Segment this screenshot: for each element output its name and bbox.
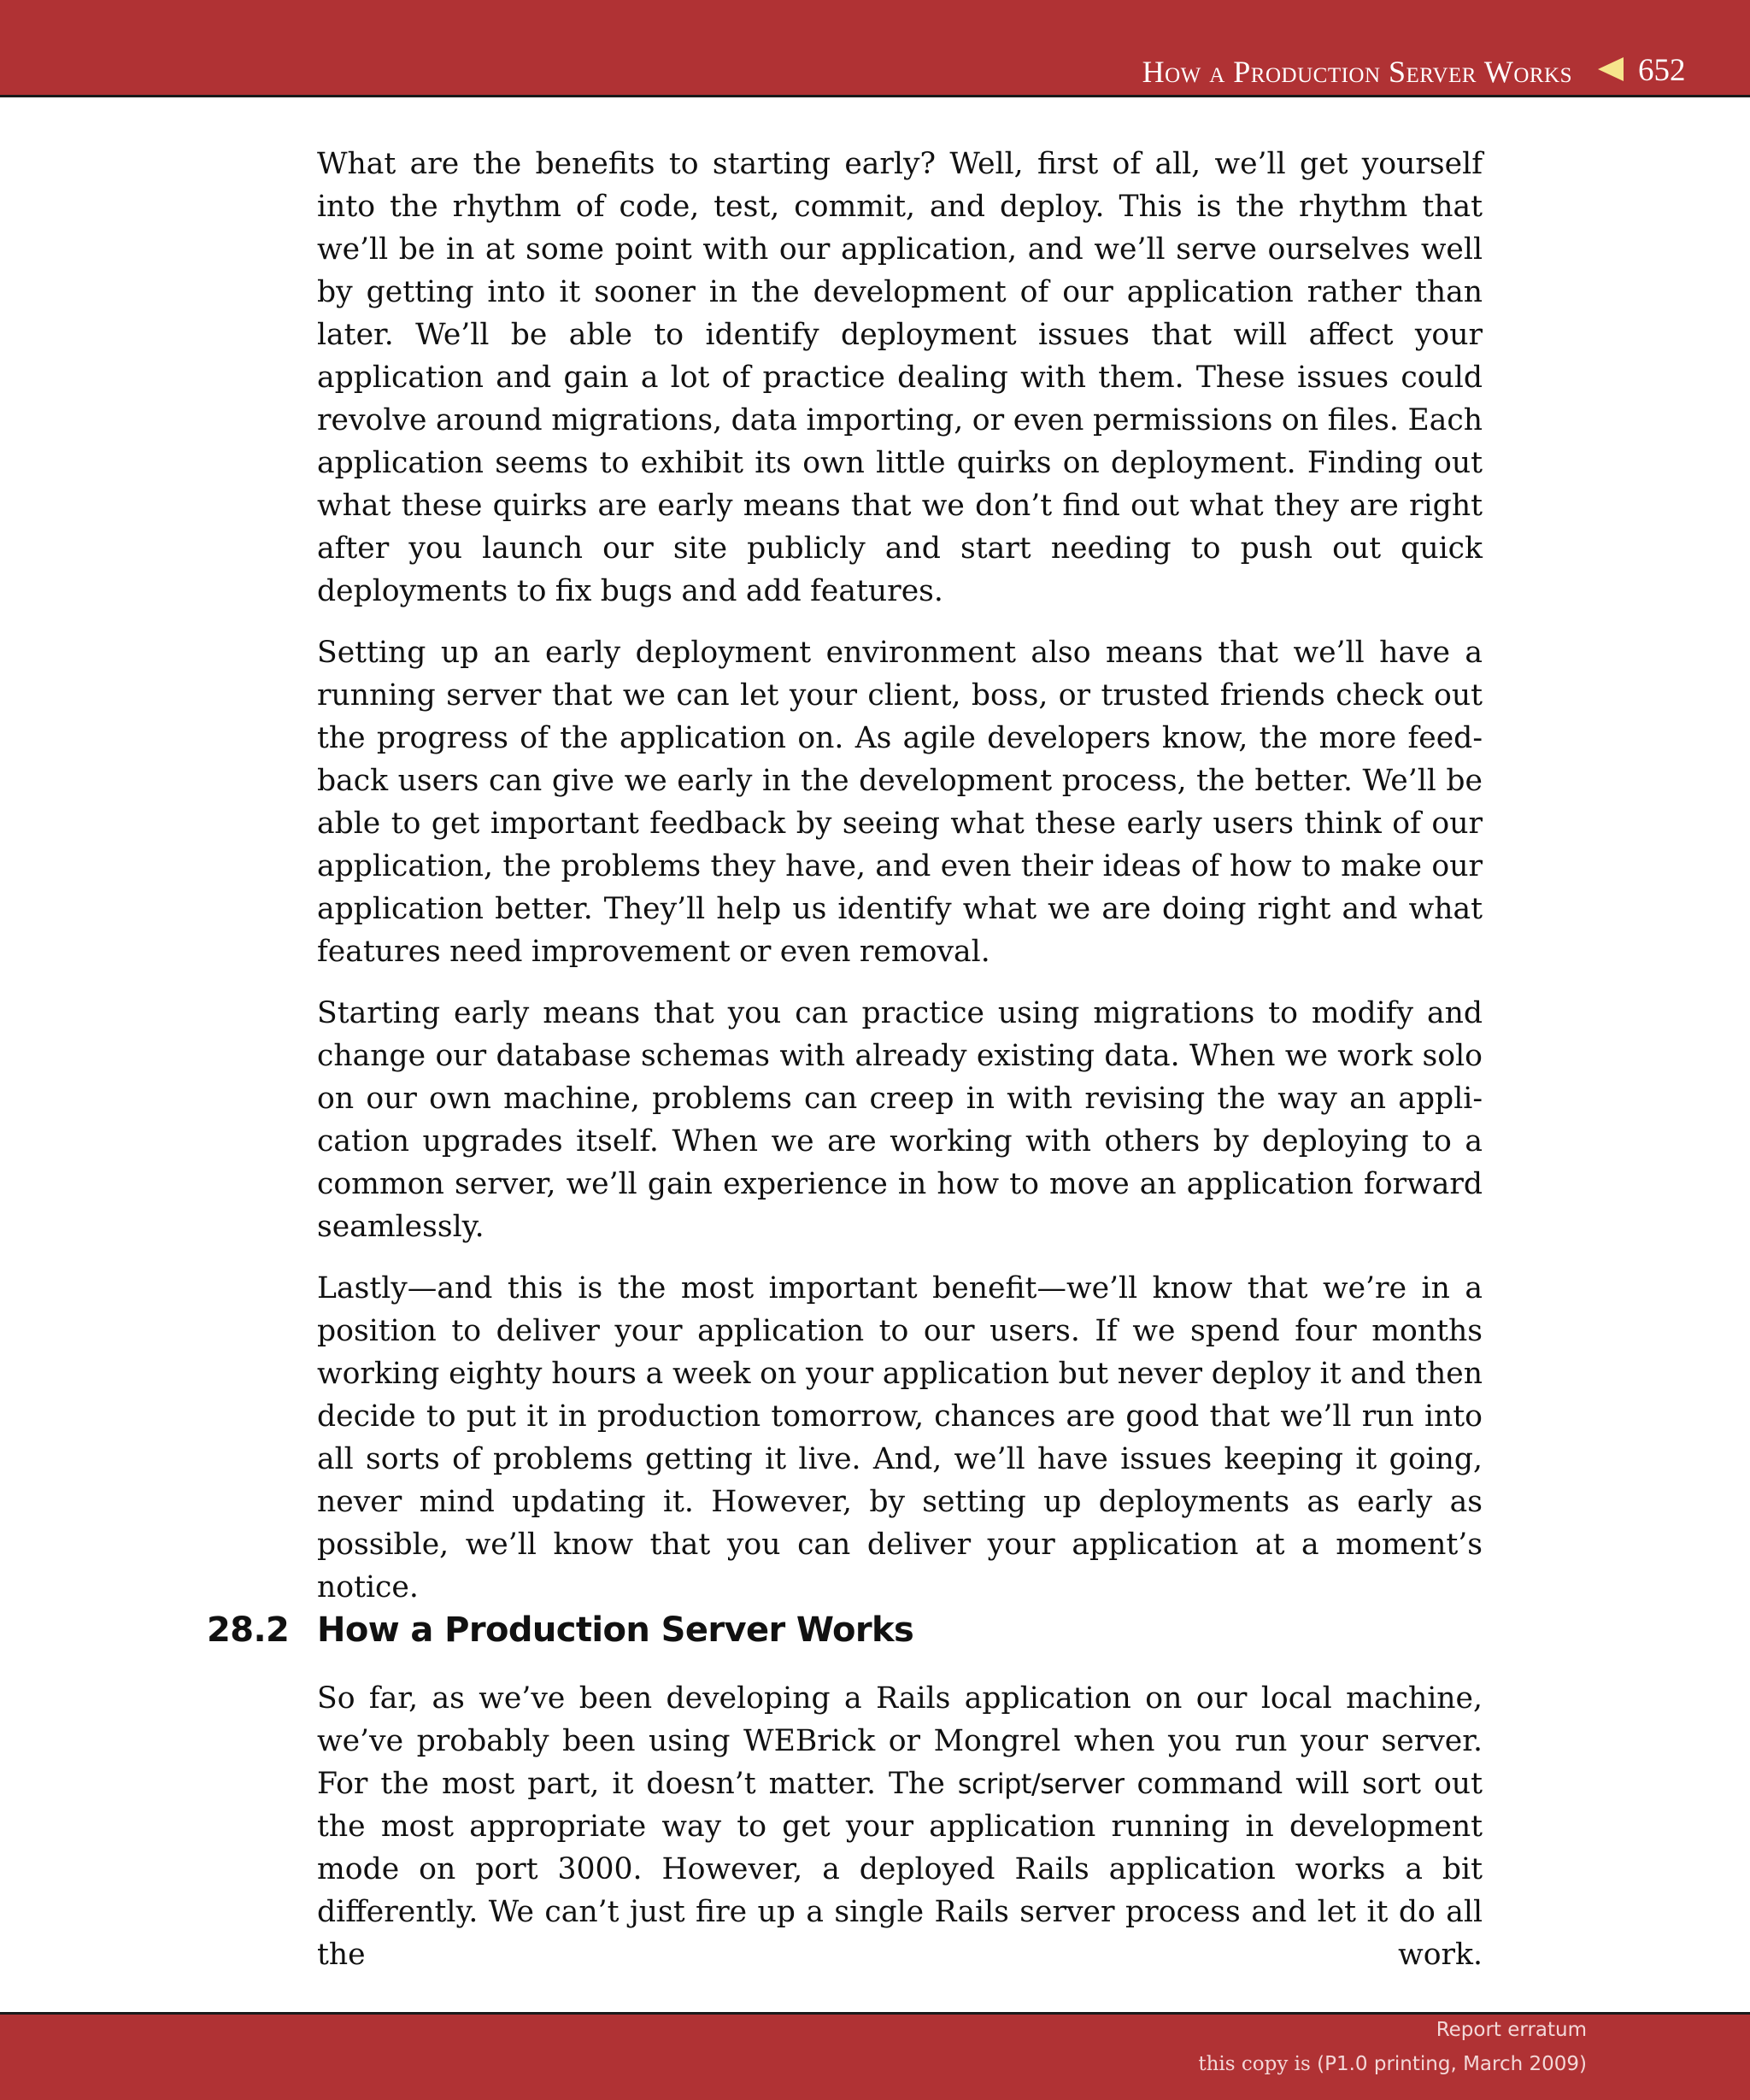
paragraph-1: What are the benefits to starting early? Well, first of all, we’ll get yourself into the rhythm of code, test, commit, and deploy. This is the rhythm that we’ll be in at some point with our application, and we’ll serve ourselves well by getting into it sooner in the development of our application rather than later. We’ll be able to identify deployment issues that will affect your application and gain a lot of practice dealing with them. These issues could revolve around migrations, data importing, or even permissions on files. Each application seems to exhibit its own little quirks on deployment. Finding out what these quirks are early means that we don’t find out what they are right after you launch our site publicly and start needing to push out quick deployments to fix bugs and add features.	[317, 147, 1483, 608]
printing-note-detail: (P1.0 printing, March 2009)	[1317, 2053, 1587, 2075]
paragraph-4: Lastly—and this is the most important benefit—we’ll know that we’re in a position to deliver your application to our users. If we spend four months working eighty hours a week on your application but never deploy it and then decide to put it in production tomorrow, chances are good that we’ll run into all sorts of problems getting it live. And, we’ll have issues keeping it going, never mind updating it. However, by setting up deployments as early as possible, we’ll know that you can deliver your application at a moment’s notice.	[317, 1271, 1483, 1604]
paragraph-5-before-code: So far, as we’ve been developing a Rails application on our local machine, we’ve probably been using WEBrick or Mongrel when you run your server. For the most part, it doesn’t matter. The	[317, 1681, 1483, 1801]
paragraph-5	[317, 1677, 1483, 1976]
running-header-title: How a Production Server Works	[1142, 55, 1572, 89]
printing-note-prefix: this copy is	[1198, 2053, 1311, 2075]
section-title: How a Production Server Works	[317, 1610, 914, 1650]
page-number: 652	[1638, 53, 1686, 88]
section-heading	[207, 1610, 913, 1650]
paragraph-5-after-code: command will sort out the most appropriate way to get your application running in development mode on port 3000. However, a deployed Rails application works a bit differently. We can’t just fire up a single Rails server process and let it do all the work.	[317, 1767, 1483, 1972]
report-erratum-link[interactable]: Report erratum	[1436, 2019, 1587, 2041]
section-number: 28.2	[207, 1610, 290, 1650]
printing-note	[1198, 2053, 1587, 2075]
paragraph-2: Setting up an early deployment environment also means that we’ll have a running server that we can let your client, boss, or trusted friends check out the progress of the application on. As agile developers know, the more feedback users can give we early in the development process, the better. We’ll be able to get important feedback by seeing what these early users think of our application, the problems they have, and even their ideas of how to make our application better. They’ll help us identify what we are doing right and what features need improvement or even removal.	[317, 636, 1483, 969]
paragraph-3: Starting early means that you can practice using migrations to modify and change our database schemas with already existing data. When we work solo on our own machine, problems can creep in with revising the way an application upgrades itself. When we are working with others by deploying to a common server, we’ll gain experience in how to move an application forward seamlessly.	[317, 996, 1483, 1244]
left-arrow-icon	[1598, 57, 1624, 81]
inline-command: script/server	[957, 1768, 1125, 1800]
